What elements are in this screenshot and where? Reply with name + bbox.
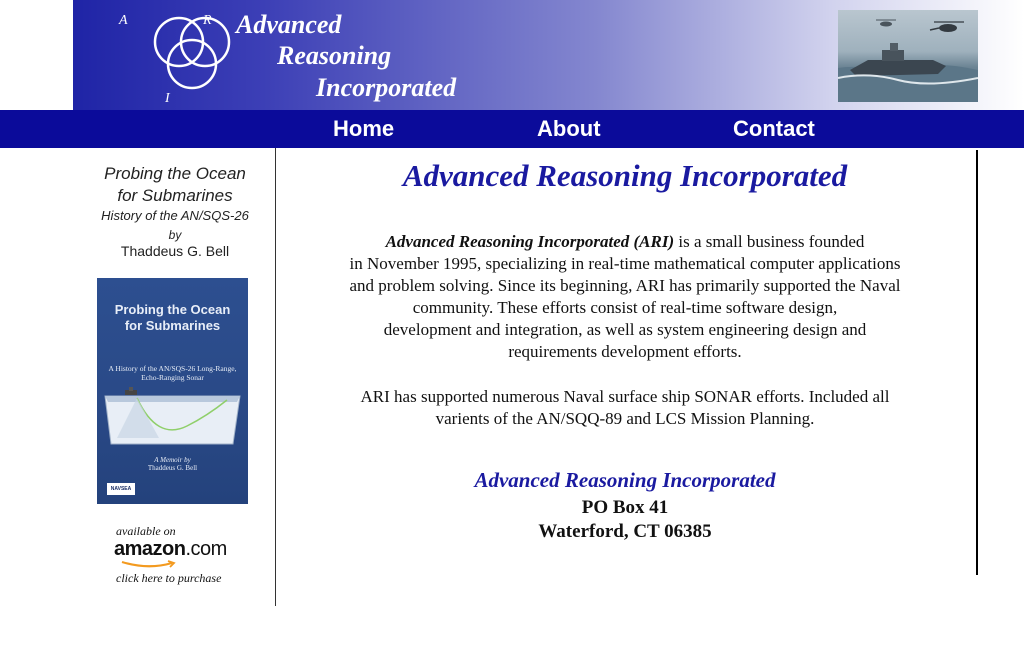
book-by: by [168,228,182,242]
amazon-logo-link[interactable] [114,538,227,561]
intro-line-3: and problem solving. Since its beginning, ARI has primarily supported the Naval [349,276,901,295]
cover-memoir: A Memoir by [154,456,191,464]
purchase-link[interactable]: click here to purchase [116,571,222,585]
book-author: Thaddeus G. Bell [120,243,230,259]
sidebar-divider [275,148,276,606]
sonar-paragraph [300,386,950,430]
amazon-wordmark: amazon [114,538,186,560]
brand-line-1: Advanced [236,10,342,39]
cover-sub-line-2: Echo-Ranging Sonar [141,373,204,382]
cover-publisher-logo: NAVSEA [107,483,135,495]
sonar-line-2: varients of the AN/SQQ-89 and LCS Mission Planning. [435,409,815,428]
cover-sub-line-1: A History of the AN/SQS-26 Long-Range, [108,364,237,373]
available-on-label: available on [116,524,176,538]
address-line-2: Waterford, CT 06385 [538,521,712,542]
main-divider [976,150,978,575]
intro-line-5: development and integration, as well as system engineering design and [383,320,867,339]
brand-line-3: Incorporated [316,73,457,102]
sonar-line-1: ARI has supported numerous Naval surface ship SONAR efforts. Included all [360,387,890,406]
intro-line-2: in November 1995, specializing in real-time mathematical computer applications [349,254,901,273]
amazon-dotcom: .com [185,538,227,560]
intro-line-4: community. These efforts consist of real-time software design, [412,298,838,317]
address-line-1: PO Box 41 [581,497,669,518]
cover-sonar-illustration [97,386,248,448]
ship-helicopter-image [838,10,978,102]
amazon-smile-icon [120,560,180,570]
book-cover-image[interactable] [97,278,248,504]
top-nav [0,110,1024,148]
cover-title-line-1: Probing the Ocean [114,302,231,317]
brand-line-2: Reasoning [277,41,392,70]
logo-letter-a: A [119,13,128,28]
cover-author: Thaddeus G. Bell [147,464,198,472]
intro-company-name: Advanced Reasoning Incorporated (ARI) [385,232,675,251]
cover-title-line-2: for Submarines [124,318,221,333]
main-title: Advanced Reasoning Incorporated [402,158,848,193]
book-title-line-2: for Submarines [117,186,233,205]
contact-company-name: Advanced Reasoning Incorporated [474,468,776,492]
nav-home-link[interactable]: Home [333,116,395,141]
intro-paragraph [300,231,950,363]
logo-letter-r: R [203,13,212,28]
intro-line-6: requirements development efforts. [508,342,742,361]
site-header [73,0,1024,110]
book-subtitle: History of the AN/SQS-26 [101,208,249,223]
book-title-line-1: Probing the Ocean [104,164,246,183]
intro-line-1: is a small business founded [674,232,865,251]
nav-contact-link[interactable]: Contact [733,116,815,141]
logo-letter-i: I [165,91,170,106]
nav-about-link[interactable]: About [537,116,601,141]
